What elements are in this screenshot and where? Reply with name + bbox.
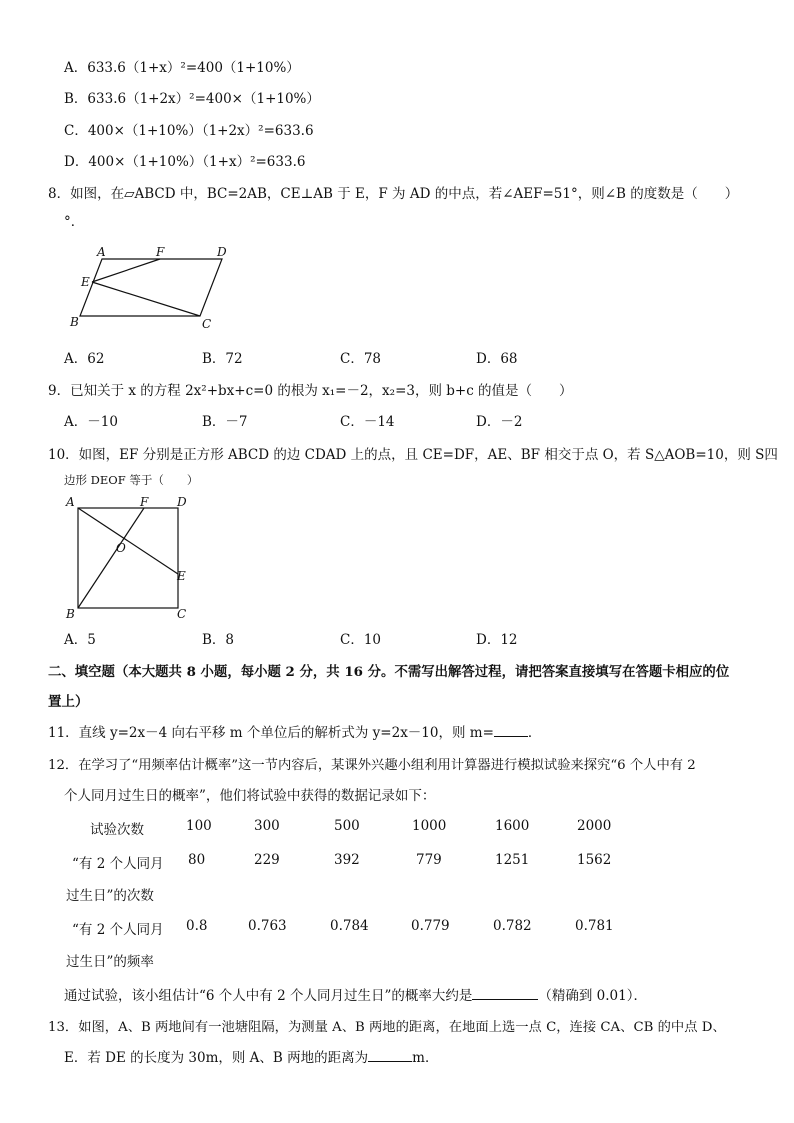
q10-stem-cont: 边形 DEOF 等于（ ） xyxy=(64,473,199,487)
q8-label-f: F xyxy=(156,245,165,259)
table-row-label: “有 2 个人同月 xyxy=(72,856,164,872)
q10-stem: 10．如图，EF 分别是正方形 ABCD 的边 CDAD 上的点，且 CE=DF，AE、BF 相交于点 O，若 S△AOB=10，则 S四 xyxy=(48,447,778,463)
table-cell: 0.779 xyxy=(411,918,450,934)
q10-option-d: D．12 xyxy=(476,632,518,648)
q7-option-d: D．400×（1+10%）（1+x）²=633.6 xyxy=(64,154,306,170)
q9-option-b: B．－7 xyxy=(202,414,248,430)
table-cell: 0.763 xyxy=(248,918,287,934)
q13-stem-cont xyxy=(64,1046,438,1066)
q13-answer-blank[interactable] xyxy=(368,1049,412,1062)
table-cell: 779 xyxy=(416,852,442,868)
q10-option-b: B．8 xyxy=(202,632,235,648)
q10-option-a: A．5 xyxy=(64,632,96,648)
table-cell: 300 xyxy=(254,818,280,834)
q10-label-e: E xyxy=(177,569,186,583)
q9-option-a: A．－10 xyxy=(64,414,118,430)
table-row-label: 过生日”的次数 xyxy=(66,888,154,904)
q12-answer-blank[interactable] xyxy=(472,987,538,1000)
q11-answer-blank[interactable] xyxy=(494,724,528,737)
table-row-label: “有 2 个人同月 xyxy=(72,922,164,938)
q12-stem-cont: 个人同月过生日的概率”，他们将试验中获得的数据记录如下： xyxy=(64,788,436,804)
q10-label-c: C xyxy=(177,607,187,621)
q10-label-d: D xyxy=(177,495,187,509)
q8-parallelogram-figure xyxy=(60,242,240,337)
q10-label-a: A xyxy=(66,495,75,509)
q10-label-o: O xyxy=(116,541,126,555)
q8-label-e: E xyxy=(81,275,90,289)
table-cell: 0.784 xyxy=(330,918,369,934)
q8-option-a: A．62 xyxy=(64,351,105,367)
q10-label-f: F xyxy=(140,495,149,509)
table-cell: 500 xyxy=(334,818,360,834)
q12-stem: 12．在学习了“用频率估计概率”这一节内容后，某课外兴趣小组利用计算器进行模拟试验来探究“6 个人中有 2 xyxy=(48,758,696,773)
q13-stem: 13．如图，A、B 两地间有一池塘阻隔，为测量 A、B 两地的距离，在地面上选一点 C，连接 CA、CB 的中点 D、 xyxy=(48,1020,726,1035)
q12-conclusion-text: 通过试验，该小组估计“6 个人中有 2 个人同月过生日”的概率大约是 xyxy=(64,988,473,1004)
table-header-label: 试验次数 xyxy=(90,822,144,838)
table-cell: 1251 xyxy=(495,852,530,868)
q12-conclusion xyxy=(64,984,647,1004)
q13-stem-text: E．若 DE 的长度为 30m，则 A、B 两地的距离为 xyxy=(64,1050,369,1066)
q10-label-b: B xyxy=(66,607,75,621)
q8-option-c: C．78 xyxy=(340,351,382,367)
q7-option-a: A．633.6（1+x）²=400（1+10%） xyxy=(64,60,300,76)
table-cell: 1562 xyxy=(577,852,612,868)
table-cell: 0.781 xyxy=(575,918,614,934)
table-cell: 229 xyxy=(254,852,280,868)
q7-option-b: B．633.6（1+2x）²=400×（1+10%） xyxy=(64,91,320,107)
table-cell: 0.782 xyxy=(493,918,532,934)
q11-stem xyxy=(48,721,541,741)
q8-option-b: B．72 xyxy=(202,351,243,367)
q12-conclusion-end: （精确到 0.01）． xyxy=(538,988,647,1004)
q9-option-d: D．－2 xyxy=(476,414,523,430)
section-heading: 二、填空题（本大题共 8 小题，每小题 2 分，共 16 分。不需写出解答过程，请把答案直接填写在答题卡相应的位 xyxy=(48,664,730,680)
q11-stem-end: ． xyxy=(527,725,542,741)
q10-square-figure xyxy=(64,494,194,624)
q8-label-c: C xyxy=(202,317,212,331)
q9-option-c: C．－14 xyxy=(340,414,395,430)
q10-option-c: C．10 xyxy=(340,632,382,648)
q8-stem: 8．如图，在▱ABCD 中，BC=2AB，CE⊥AB 于 E，F 为 AD 的中点，若∠AEF=51°，则∠B 的度数是（ ） xyxy=(48,186,739,202)
table-cell: 80 xyxy=(188,852,206,868)
table-cell: 1000 xyxy=(412,818,447,834)
table-row-label: 过生日”的频率 xyxy=(66,954,154,970)
table-cell: 100 xyxy=(186,818,212,834)
q8-stem-cont: °． xyxy=(64,214,85,230)
table-cell: 2000 xyxy=(577,818,612,834)
q8-label-b: B xyxy=(70,315,79,329)
table-cell: 392 xyxy=(334,852,360,868)
q8-label-a: A xyxy=(97,245,106,259)
q8-option-d: D．68 xyxy=(476,351,518,367)
q8-label-d: D xyxy=(217,245,227,259)
q11-stem-text: 11．直线 y=2x－4 向右平移 m 个单位后的解析式为 y=2x－10，则 m= xyxy=(48,725,494,741)
q7-option-c: C．400×（1+10%）（1+2x）²=633.6 xyxy=(64,123,314,139)
section-heading-cont: 置上） xyxy=(48,694,89,710)
q9-stem: 9．已知关于 x 的方程 2x²+bx+c=0 的根为 x₁=－2，x₂=3，则 b+c 的值是（ ） xyxy=(48,383,573,399)
table-cell: 1600 xyxy=(495,818,530,834)
table-cell: 0.8 xyxy=(186,918,208,934)
q13-stem-end: m． xyxy=(412,1050,439,1066)
